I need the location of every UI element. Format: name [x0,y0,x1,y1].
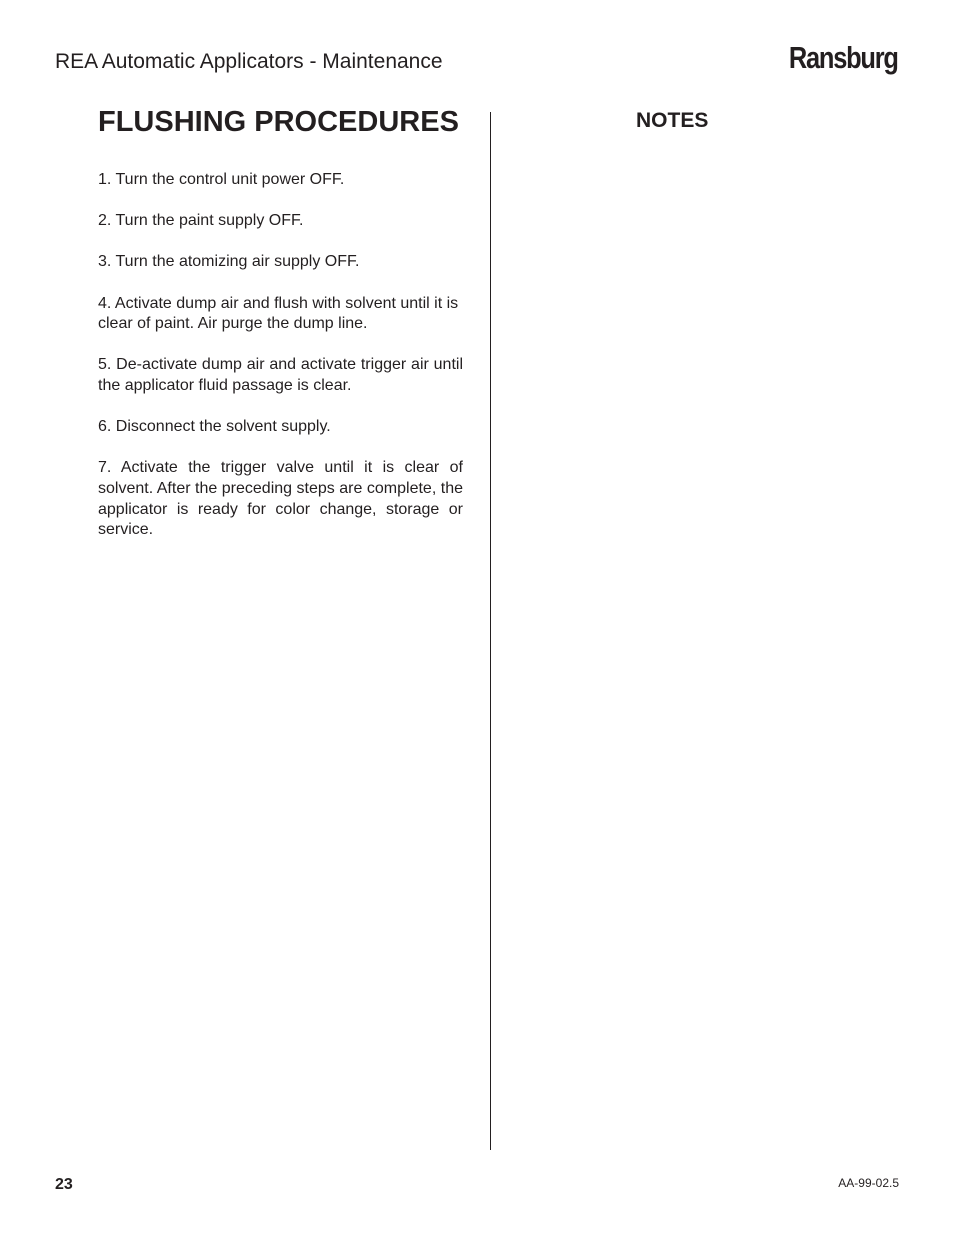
step-item-4: 4. Activate dump air and flush with solvent until it is clear of paint. Air purge the dump line. [98,294,459,333]
ransburg-logo: Ransburg [789,40,898,75]
step-item-2: 2. Turn the paint supply OFF. [98,212,304,230]
step-item-1: 1. Turn the control unit power OFF. [98,171,345,188]
notes-title: NOTES [636,109,709,132]
step-item-5: 5. De-activate dump air and activate trigger air until the applicator fluid passage is clear. [98,356,463,394]
column-divider [490,112,491,1150]
step-item-3: 3. Turn the atomizing air supply OFF. [98,253,360,271]
step-list [98,170,463,561]
step-item-7: 7. Activate the trigger valve until it is clear of solvent. After the preceding steps are complete, the applicator is ready for color change, storage or service. [98,459,463,539]
step-item-6: 6. Disconnect the solvent supply. [98,418,331,436]
page-number: 23 [55,1176,73,1193]
document-code: AA-99-02.5 [838,1176,899,1190]
header-title: REA Automatic Applicators - Maintenance [55,50,443,73]
section-title: FLUSHING PROCEDURES [98,106,459,138]
